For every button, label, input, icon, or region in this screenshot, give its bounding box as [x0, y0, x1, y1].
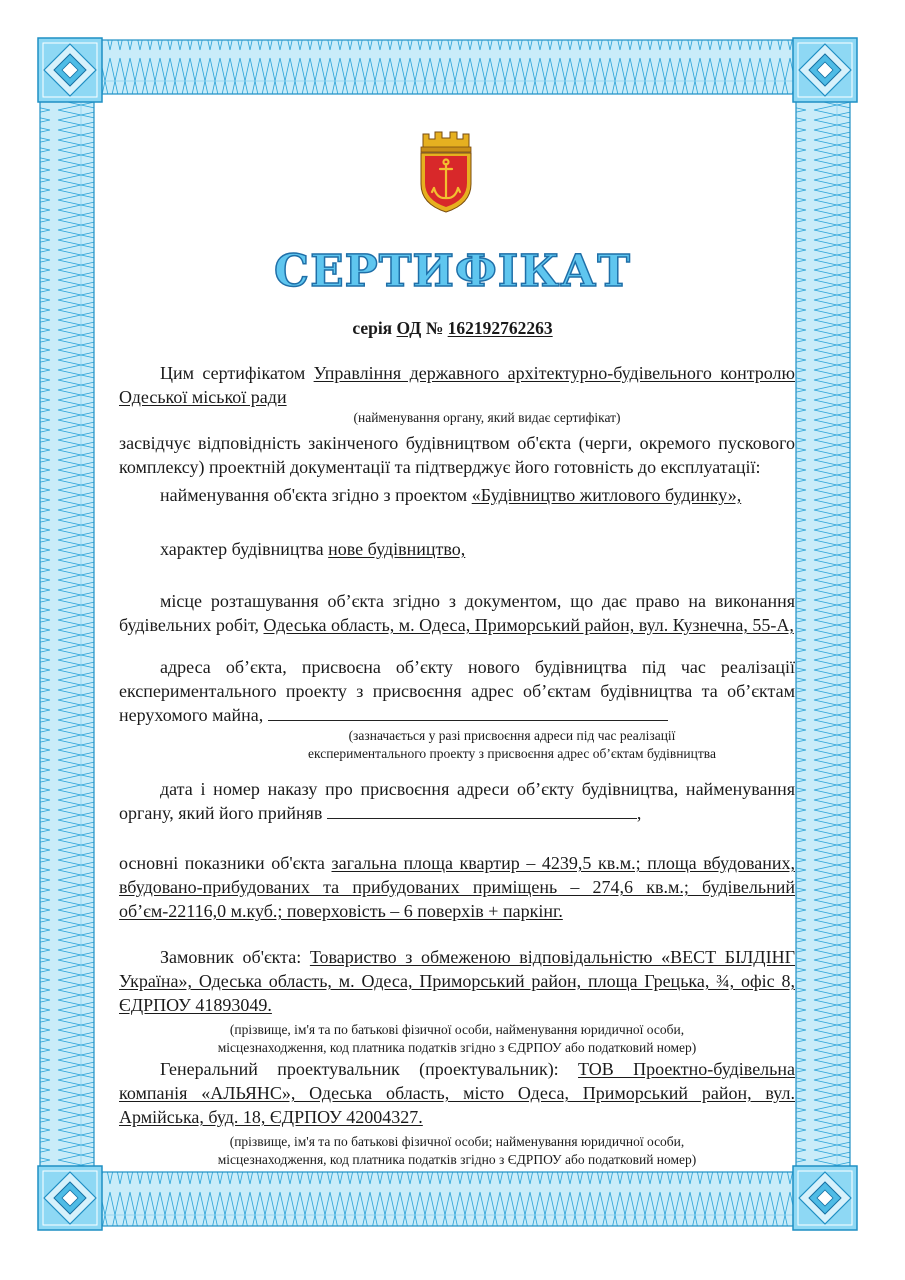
object-name-value: «Будівництво житлового будинку»,	[471, 485, 742, 505]
designer-value: ТОВ Проектно-будівельна компанія «АЛЬЯНС», Одеська область, місто Одеса, Приморський район, вул. Армійська, буд. 18, ЄДРПОУ 42004327.	[119, 1059, 795, 1127]
customer-value: Товариство з обмеженою відповідальністю «ВЕСТ БІЛДІНГ Україна», Одеська область, м. Одеса, Приморський район, площа Грецька, ¾, офіс 8, ЄДРПОУ 41893049.	[119, 947, 795, 1015]
certificate-number: 162192762263	[447, 318, 553, 338]
diamond-ornament-icon	[793, 38, 857, 102]
certificate-title: СЕРТИФІКАТ	[274, 246, 631, 297]
address-caption-2: експериментального проекту з присвоєння адрес об’єктам будівництва	[308, 746, 716, 761]
indicators-value: загальна площа квартир – 4239,5 кв.м.; площа вбудованих, вбудовано-прибудованих та прибудованих приміщень – 274,6 кв.м.; будівельний об’єм-22116,0 м.куб.; поверховість – 6 поверхів + паркінг.	[119, 853, 796, 921]
indicators-paragraph	[119, 851, 795, 923]
designer-label: Генеральний проектувальник (проектувальник):	[160, 1059, 559, 1079]
object-name-label: найменування об'єкта згідно з проектом	[160, 485, 468, 505]
designer-paragraph	[119, 1057, 795, 1129]
designer-caption-1: (прізвище, ім'я та по батькові фізичної особи; найменування юридичної особи,	[229, 1134, 685, 1149]
order-suffix: ,	[636, 803, 642, 823]
customer-caption-1: (прізвище, ім'я та по батькові фізичної особи, найменування юридичної особи,	[229, 1022, 685, 1037]
construction-type-paragraph	[119, 537, 795, 561]
series-code: ОД	[396, 318, 422, 338]
address-caption-1: (зазначається у разі присвоєння адреси під час реалізації	[348, 728, 676, 743]
location-label: місце розташування об’єкта згідно з документом, що дає право на виконання будівельних робіт,	[119, 591, 795, 635]
customer-caption-2: місцезнаходження, код платника податків згідно з ЄДРПОУ або податковий номер)	[217, 1040, 697, 1055]
issuer-intro: Цим сертифікатом	[160, 363, 306, 383]
issuer-name: Управління державного архітектурно-будівельного контролю Одеської міської ради	[119, 363, 795, 407]
location-paragraph	[119, 589, 795, 637]
diamond-ornament-icon	[38, 38, 102, 102]
indicators-label: основні показники об'єкта	[119, 853, 325, 873]
order-label: дата і номер наказу про присвоєння адреси об’єкту будівництва, найменування органу, який його прийняв	[119, 779, 795, 823]
order-paragraph	[119, 777, 795, 825]
address-label: адреса об’єкта, присвоєна об’єкту нового будівництва під час реалізації експериментального проекту з присвоєння адрес об’єктам будівництва та об’єктам нерухомого майна,	[119, 657, 795, 725]
construction-type-label: характер будівництва	[160, 539, 324, 559]
odesa-coat-of-arms-icon	[415, 128, 477, 214]
order-blank-line	[327, 804, 637, 819]
location-value: Одеська область, м. Одеса, Приморський район, вул. Кузнечна, 55-А,	[263, 615, 794, 635]
certificate-series	[0, 318, 905, 339]
customer-label: Замовник об'єкта:	[160, 947, 302, 967]
construction-type-value: нове будівництво,	[328, 539, 466, 559]
customer-paragraph	[119, 945, 795, 1017]
issuer-caption: (найменування органу, який видає сертифікат)	[353, 410, 621, 425]
object-name-paragraph	[119, 483, 795, 507]
certificate-body	[119, 361, 795, 1169]
issuer-paragraph	[119, 361, 795, 409]
address-paragraph	[119, 655, 795, 727]
certifies-paragraph: засвідчує відповідність закінченого будівництвом об'єкта (черги, окремого пускового комплексу) проектній документації та підтверджує його готовність до експлуатації:	[119, 433, 795, 477]
number-sign: №	[425, 318, 444, 338]
series-label: серія	[352, 318, 393, 338]
designer-caption-2: місцезнаходження, код платника податків згідно з ЄДРПОУ або податковий номер)	[217, 1152, 697, 1167]
address-blank-line	[268, 706, 668, 721]
diamond-ornament-icon	[793, 1166, 857, 1230]
diamond-ornament-icon	[38, 1166, 102, 1230]
